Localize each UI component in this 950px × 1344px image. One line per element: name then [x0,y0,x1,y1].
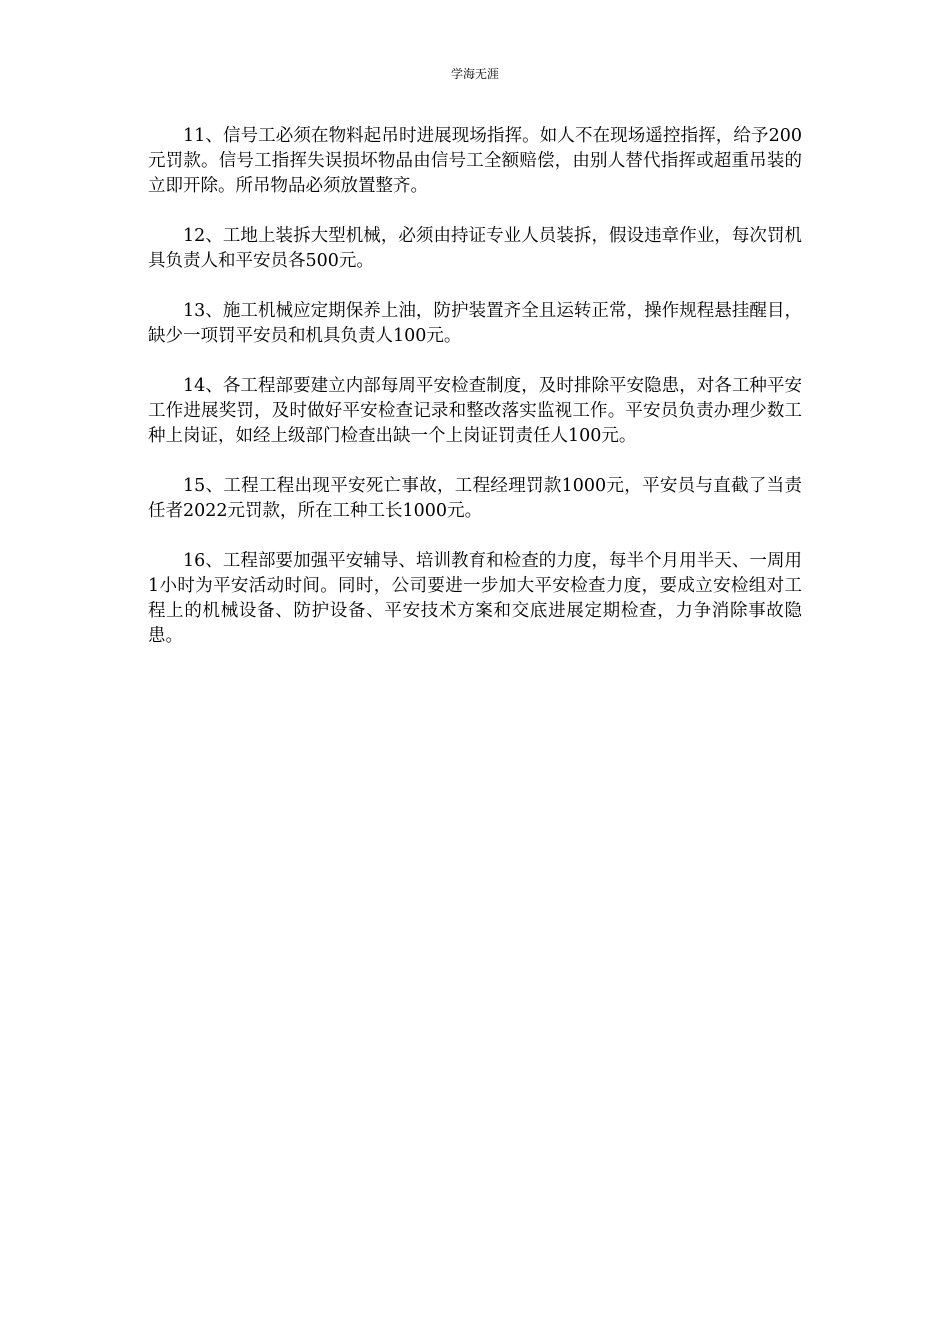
paragraph-13: 13、施工机械应定期保养上油，防护装置齐全且运转正常，操作规程悬挂醒目，缺少一项罚平安员和机具负责人100元。 [148,301,802,346]
page-header: 学海无涯 [450,67,499,81]
paragraph-14: 14、各工程部要建立内部每周平安检查制度，及时排除平安隐患，对各工种平安工作进展奖罚，及时做好平安检查记录和整改落实监视工作。平安员负责办理少数工种上岗证，如经上级部门检查出缺一个上岗证罚责任人100元。 [148,376,802,446]
paragraph-15: 15、工程工程出现平安死亡事故，工程经理罚款1000元，平安员与直截了当责任者2022元罚款，所在工种工长1000元。 [148,476,802,521]
paragraph-12: 12、工地上装拆大型机械，必须由持证专业人员装拆，假设违章作业，每次罚机具负责人和平安员各500元。 [148,226,802,271]
paragraph-11: 11、信号工必须在物料起吊时进展现场指挥。如人不在现场遥控指挥，给予200元罚款。信号工指挥失误损坏物品由信号工全额赔偿，由别人替代指挥或超重吊装的立即开除。所吊物品必须放置整齐。 [148,126,802,196]
document-body [148,124,802,674]
paragraph-16: 16、工程部要加强平安辅导、培训教育和检查的力度，每半个月用半天、一周用1小时为平安活动时间。同时，公司要进一步加大平安检查力度，要成立安检组对工程上的机械设备、防护设备、平安技术方案和交底进展定期检查，力争消除事故隐患。 [148,551,802,646]
